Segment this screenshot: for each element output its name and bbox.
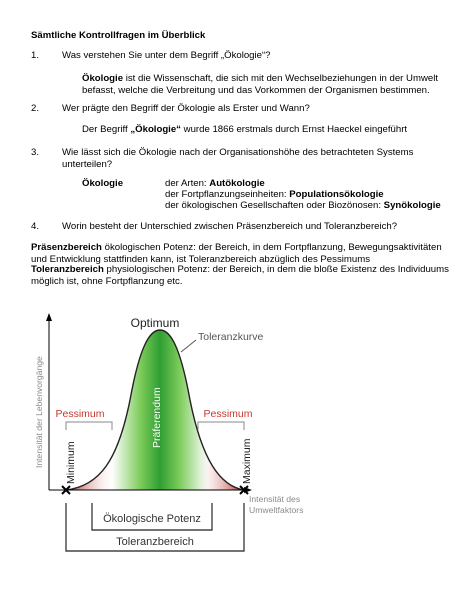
- pessimum-left-bracket: [66, 422, 112, 430]
- oekologische-potenz-label: Ökologische Potenz: [103, 513, 201, 525]
- definition-term: Toleranzbereich: [31, 264, 104, 275]
- answer-text-pre: Der Begriff: [82, 124, 131, 135]
- question-number: 4.: [31, 221, 40, 232]
- question-text: Wie lässt sich die Ökologie nach der Organisationshöhe des betrachteten Systems unterteilen?: [62, 147, 414, 170]
- answer-text: ist die Wissenschaft, die sich mit den Wechselbeziehungen in der Umwelt befasst, welche die Verbreitung und das Vorkommen der Organismen bestimmen.: [82, 73, 439, 96]
- answer-text: wurde 1866 erstmals durch Ernst Haeckel eingeführt: [180, 124, 408, 135]
- answer-term: „Ökologie“: [130, 124, 181, 135]
- y-axis-label: Intensität der Lebenvorgänge: [34, 356, 44, 468]
- table-label: Ökologie: [82, 178, 124, 189]
- pessimum-left-label: Pessimum: [55, 408, 105, 420]
- question-number: 1.: [31, 50, 40, 61]
- praeferendum-label: Präferendum: [151, 387, 163, 448]
- y-axis-arrow: [46, 313, 52, 321]
- maximum-label: Maximum: [241, 438, 253, 484]
- toleranzkurve-pointer: [181, 340, 196, 352]
- x-axis-label-line1: Intensität des: [249, 494, 301, 504]
- question-number: 2.: [31, 103, 40, 114]
- table-row: der ökologischen Gesellschaften oder Biozönosen: Synökologie: [165, 200, 441, 211]
- definition-text: ökologischen Potenz: der Bereich, in dem Fortpflanzung, Bewegungsaktivitäten und Entwicklung stattfinden kann, ist Toleranzbereich abzüglich des Pessimums: [31, 242, 442, 265]
- x-axis-label-line2: Umweltfaktors: [249, 505, 304, 515]
- question-text: Wer prägte den Begriff der Ökologie als Erster und Wann?: [62, 103, 310, 114]
- pessimum-right-area: [196, 420, 244, 495]
- question-number: 3.: [31, 147, 40, 158]
- question-text: Was verstehen Sie unter dem Begriff „Ökologie“?: [62, 50, 271, 61]
- definition-text: physiologischen Potenz: der Bereich, in dem die bloße Existenz des Individuums möglich ist, ohne Fortpflanzung etc.: [31, 264, 449, 287]
- definition-term: Präsenzbereich: [31, 242, 102, 253]
- table-row: der Fortpflanzungseinheiten: Populationsökologie: [165, 189, 384, 200]
- question-text: Worin besteht der Unterschied zwischen Präsenzbereich und Toleranzbereich?: [62, 221, 398, 232]
- minimum-label: Minimum: [65, 441, 77, 484]
- optimum-label: Optimum: [130, 316, 180, 330]
- page-title: Sämtliche Kontrollfragen im Überblick: [31, 30, 206, 41]
- pessimum-right-bracket: [198, 422, 244, 430]
- toleranzkurve-label: Toleranzkurve: [198, 331, 264, 343]
- toleranzbereich-label: Toleranzbereich: [116, 536, 194, 548]
- table-row: der Arten: Autökologie: [165, 178, 265, 189]
- answer-term: Ökologie: [82, 73, 124, 84]
- pessimum-right-label: Pessimum: [203, 408, 253, 420]
